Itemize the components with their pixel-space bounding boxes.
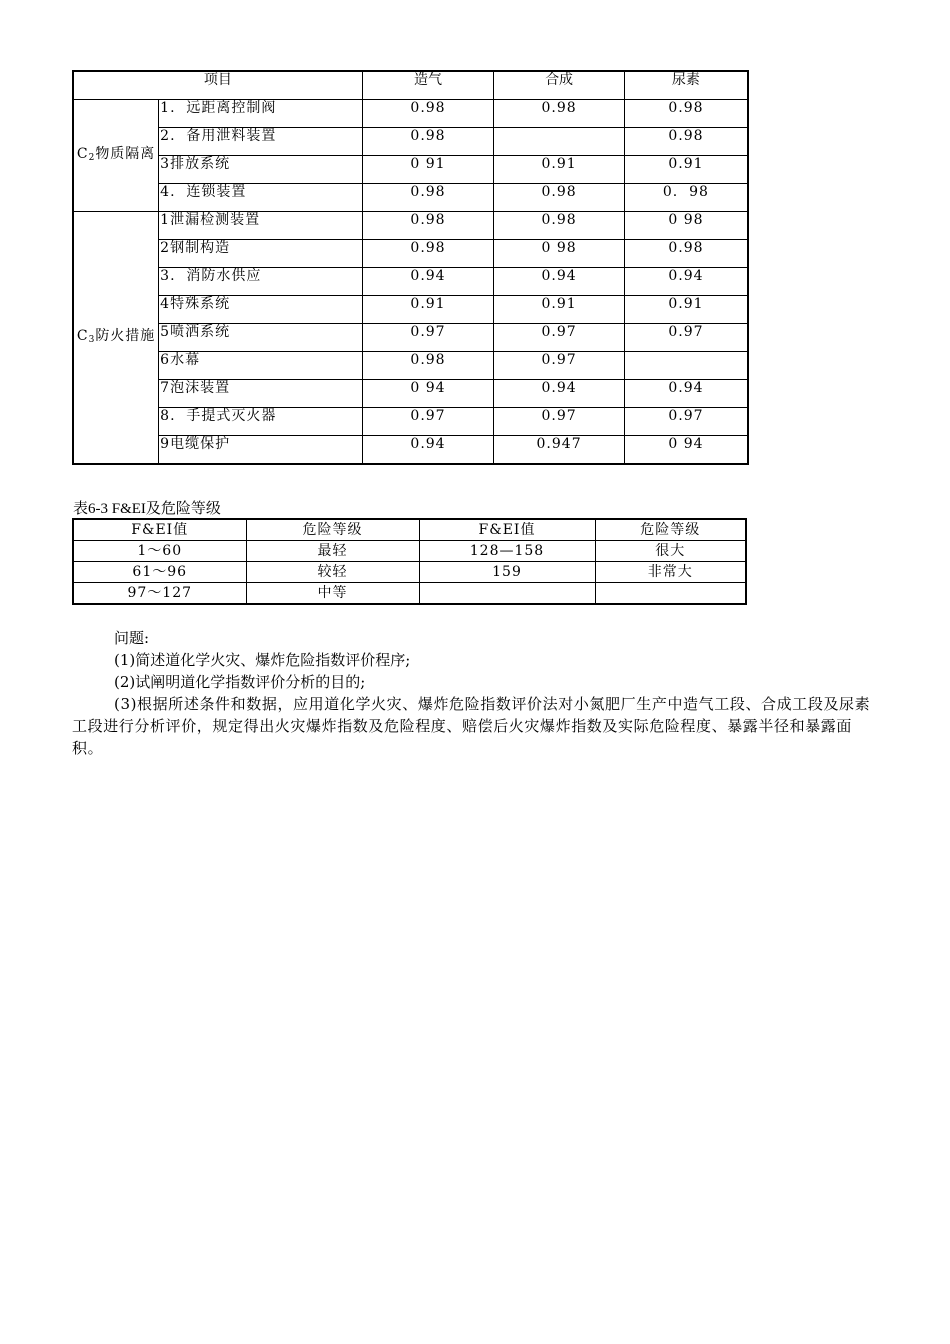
- item-cell: 4特殊系统: [159, 296, 363, 324]
- table-row: [73, 268, 748, 296]
- value-cell: 0.94: [624, 268, 748, 296]
- value-cell: 0.98: [362, 212, 494, 240]
- value-cell: 0 98: [494, 240, 625, 268]
- header-fei-1: F&EI值: [73, 519, 246, 541]
- table-cell: [595, 583, 746, 605]
- value-cell: 0.97: [494, 324, 625, 352]
- hazard-level-table: [72, 518, 747, 605]
- group-label: [73, 212, 159, 465]
- table-row: [73, 240, 748, 268]
- value-cell: [494, 128, 625, 156]
- item-cell: 3排放系统: [159, 156, 363, 184]
- item-cell: 2. 备用泄料装置: [159, 128, 363, 156]
- table-row: [73, 128, 748, 156]
- table-caption: 表6-3 F&EI及危险等级: [73, 501, 221, 517]
- value-cell: 0.91: [494, 296, 625, 324]
- table-cell: [419, 583, 595, 605]
- table-cell: 128—158: [419, 541, 595, 562]
- value-cell: 0.97: [362, 408, 494, 436]
- value-cell: 0.91: [362, 296, 494, 324]
- value-cell: 0.98: [362, 100, 494, 128]
- table-row: [73, 184, 748, 212]
- table-cell: 97～127: [73, 583, 246, 605]
- table-cell: 较轻: [246, 562, 419, 583]
- table-row: [73, 562, 746, 583]
- item-cell: 7泡沫装置: [159, 380, 363, 408]
- value-cell: 0.94: [362, 268, 494, 296]
- item-cell: 4. 连锁装置: [159, 184, 363, 212]
- value-cell: 0. 98: [624, 184, 748, 212]
- header-level-2: 危险等级: [595, 519, 746, 541]
- item-cell: 1泄漏检测装置: [159, 212, 363, 240]
- table-header-row: [73, 71, 748, 100]
- item-cell: 8. 手提式灭火器: [159, 408, 363, 436]
- group-label-subscript: 3: [88, 334, 96, 345]
- group-label-text: 防火措施: [95, 327, 156, 344]
- value-cell: 0 98: [624, 212, 748, 240]
- question-2: (2)试阐明道化学指数评价分析的目的;: [114, 673, 366, 691]
- group-label-text: 物质隔离: [95, 145, 156, 162]
- item-cell: 3. 消防水供应: [159, 268, 363, 296]
- table-row: [73, 541, 746, 562]
- value-cell: 0.91: [624, 296, 748, 324]
- value-cell: 0.97: [624, 324, 748, 352]
- value-cell: 0.98: [494, 212, 625, 240]
- table-cell: 159: [419, 562, 595, 583]
- header-fei-2: F&EI值: [419, 519, 595, 541]
- value-cell: 0.98: [624, 100, 748, 128]
- value-cell: 0.94: [494, 268, 625, 296]
- value-cell: 0.98: [362, 184, 494, 212]
- value-cell: 0 91: [362, 156, 494, 184]
- table-row: [73, 583, 746, 605]
- value-cell: 0.94: [362, 436, 494, 465]
- value-cell: [624, 352, 748, 380]
- header-synthesis: 合成: [494, 71, 625, 100]
- table-row: [73, 156, 748, 184]
- header-gasification: 造气: [362, 71, 494, 100]
- table-row: [73, 324, 748, 352]
- group-label-prefix: C: [76, 327, 89, 344]
- table-cell: 最轻: [246, 541, 419, 562]
- value-cell: 0.98: [362, 240, 494, 268]
- questions-intro: 问题:: [114, 629, 150, 647]
- value-cell: 0.98: [494, 184, 625, 212]
- value-cell: 0.98: [624, 240, 748, 268]
- question-1: (1)简述道化学火灾、爆炸危险指数评价程序;: [114, 651, 411, 669]
- item-cell: 2钢制构造: [159, 240, 363, 268]
- header-urea: 尿素: [624, 71, 748, 100]
- question-3: (3)根据所述条件和数据，应用道化学火灾、爆炸危险指数评价法对小氮肥厂生产中造气工段、合成工段及尿素工段进行分析评价，规定得出火灾爆炸指数及危险程度、赔偿后火灾爆炸指数及实际危险程度、暴露半径和暴露面积。: [72, 695, 871, 757]
- table-header-row: [73, 519, 746, 541]
- value-cell: 0.98: [494, 100, 625, 128]
- value-cell: 0.94: [494, 380, 625, 408]
- table-cell: 1～60: [73, 541, 246, 562]
- table-row: [73, 212, 748, 240]
- item-cell: 1. 远距离控制阀: [159, 100, 363, 128]
- table-cell: 非常大: [595, 562, 746, 583]
- value-cell: 0.97: [624, 408, 748, 436]
- table-row: [73, 296, 748, 324]
- table-row: [73, 100, 748, 128]
- value-cell: 0.947: [494, 436, 625, 465]
- group-label-prefix: C: [76, 145, 89, 162]
- item-cell: 9电缆保护: [159, 436, 363, 465]
- table-row: [73, 380, 748, 408]
- value-cell: 0.98: [362, 352, 494, 380]
- value-cell: 0.97: [362, 324, 494, 352]
- value-cell: 0.91: [494, 156, 625, 184]
- value-cell: 0.98: [362, 128, 494, 156]
- table-cell: 61～96: [73, 562, 246, 583]
- safety-measures-table: [72, 70, 749, 465]
- table-cell: 很大: [595, 541, 746, 562]
- header-item: 项目: [73, 71, 362, 100]
- item-cell: 6水幕: [159, 352, 363, 380]
- table-row: [73, 436, 748, 465]
- group-label: [73, 100, 159, 212]
- header-level-1: 危险等级: [246, 519, 419, 541]
- value-cell: 0.97: [494, 408, 625, 436]
- value-cell: 0 94: [624, 436, 748, 465]
- table-cell: 中等: [246, 583, 419, 605]
- value-cell: 0.97: [494, 352, 625, 380]
- table-row: [73, 408, 748, 436]
- group-label-subscript: 2: [88, 152, 96, 163]
- value-cell: 0.98: [624, 128, 748, 156]
- table-row: [73, 352, 748, 380]
- item-cell: 5喷洒系统: [159, 324, 363, 352]
- value-cell: 0 94: [362, 380, 494, 408]
- value-cell: 0.94: [624, 380, 748, 408]
- value-cell: 0.91: [624, 156, 748, 184]
